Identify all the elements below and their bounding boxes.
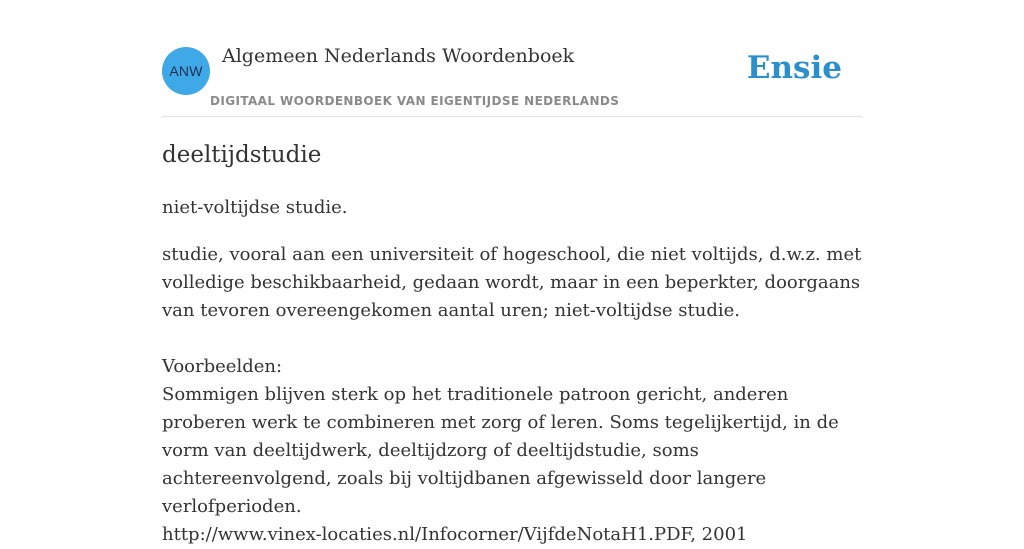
- logo-text: ANW: [169, 63, 203, 79]
- example-text: Sommigen blijven sterk op het traditionele patroon gericht, anderen proberen werk te combineren met zorg of leren. Soms tegelijkertijd, in de vorm van deeltijdwerk, deeltijdzorg of deeltijdstudie, soms achtereenvolgend, zoals bij voltijdbanen afgewisseld door langere verlofperioden.: [162, 384, 839, 517]
- ensie-logo[interactable]: Ensie: [746, 50, 842, 86]
- site-header: [162, 0, 862, 117]
- short-definition: niet-voltijdse studie.: [162, 197, 348, 218]
- anw-logo[interactable]: [162, 47, 210, 95]
- dictionary-subtitle: DIGITAAL WOORDENBOEK VAN EIGENTIJDSE NEDERLANDS: [210, 94, 620, 108]
- definition: studie, vooral aan een universiteit of hogeschool, die niet voltijds, d.w.z. met volledige beschikbaarheid, gedaan wordt, maar in een beperkter, doorgaans van tevoren overeengekomen aantal uren; niet-voltijdse studie.: [162, 244, 862, 321]
- dictionary-title[interactable]: Algemeen Nederlands Woordenboek: [222, 45, 575, 67]
- entry-content: [162, 138, 862, 549]
- example-source: http://www.vinex-locaties.nl/Infocorner/VijfdeNotaH1.PDF, 2001: [162, 524, 748, 545]
- examples-label: Voorbeelden:: [162, 356, 283, 377]
- page-title: deeltijdstudie: [162, 142, 322, 168]
